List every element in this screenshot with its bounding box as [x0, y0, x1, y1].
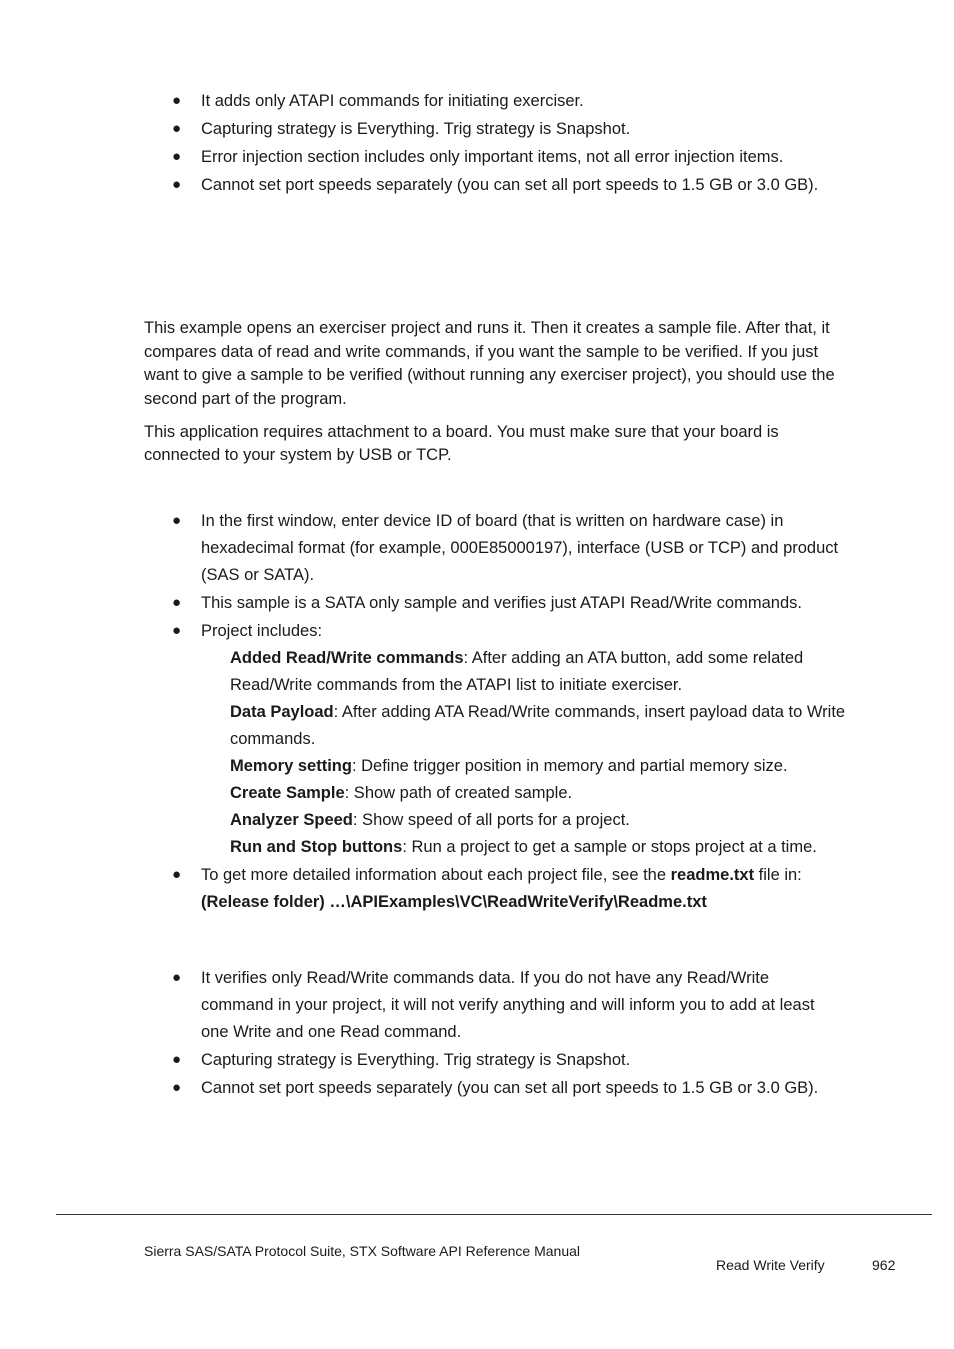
definition-desc: : After adding an ATA button, add some related — [463, 649, 804, 667]
text-line: This example opens an exerciser project and runs it. Then it creates a sample file. After that, it — [144, 319, 830, 337]
definition-term: Added Read/Write commands — [230, 649, 464, 667]
definition-term: Memory setting — [230, 757, 352, 775]
footer-divider — [56, 1214, 932, 1215]
definition-term: Data Payload — [230, 703, 334, 721]
footer-manual-title: Sierra SAS/SATA Protocol Suite, STX Software API Reference Manual — [144, 1243, 581, 1259]
text-line: connected to your system by USB or TCP. — [144, 446, 452, 464]
definition-cont: commands. — [230, 730, 316, 748]
definition-item — [230, 703, 845, 722]
definition-term: Analyzer Speed — [230, 811, 353, 829]
definition-term: Create Sample — [230, 784, 345, 802]
readme-path: (Release folder) …\APIExamples\VC\ReadWriteVerify\Readme.txt — [201, 893, 707, 911]
definition-item — [230, 757, 788, 776]
definition-item — [230, 784, 572, 803]
definition-desc: : Run a project to get a sample or stops project at a time. — [402, 838, 817, 856]
text-run: file in: — [754, 866, 802, 884]
definition-item — [230, 838, 817, 857]
text-run: To get more detailed information about each project file, see the — [201, 866, 671, 884]
definition-desc: : Show speed of all ports for a project. — [352, 811, 630, 829]
text-line: want to give a sample to be verified (without running any exerciser project), you should use the — [144, 366, 835, 384]
text-line: compares data of read and write commands, if you want the sample to be verified. If you just — [144, 343, 819, 361]
footer-page-number: 962 — [872, 1257, 896, 1273]
bullet-icon: ● — [172, 148, 182, 165]
text-line: one Write and one Read command. — [201, 1023, 462, 1041]
bullet-icon: ● — [172, 120, 182, 137]
bullet-icon: ● — [172, 622, 182, 639]
text-line: hexadecimal format (for example, 000E85000197), interface (USB or TCP) and product — [201, 539, 839, 557]
bullet-icon: ● — [172, 969, 182, 986]
text-line: (SAS or SATA). — [201, 566, 315, 584]
bullet-icon: ● — [172, 866, 182, 883]
footer-section-name: Read Write Verify — [716, 1257, 825, 1273]
bullet-icon: ● — [172, 1051, 182, 1068]
bullet-icon: ● — [172, 512, 182, 529]
definition-desc: : Define trigger position in memory and partial memory size. — [351, 757, 788, 775]
definition-desc: : After adding ATA Read/Write commands, insert payload data to Write — [333, 703, 846, 721]
readme-filename: readme.txt — [670, 866, 755, 884]
text-line: second part of the program. — [144, 390, 347, 408]
definition-item — [230, 811, 630, 830]
readme-sentence — [201, 866, 802, 885]
definition-term: Run and Stop buttons — [230, 838, 403, 856]
bullet-icon: ● — [172, 176, 182, 193]
bullet-icon: ● — [172, 1079, 182, 1096]
bullet-icon: ● — [172, 92, 182, 109]
bullet-icon: ● — [172, 594, 182, 611]
definition-cont: Read/Write commands from the ATAPI list to initiate exerciser. — [230, 676, 683, 694]
definition-desc: : Show path of created sample. — [344, 784, 573, 802]
text-line: This application requires attachment to a board. You must make sure that your board is — [144, 423, 779, 441]
definition-item — [230, 649, 803, 668]
text-line: command in your project, it will not verify anything and will inform you to add at least — [201, 996, 815, 1014]
